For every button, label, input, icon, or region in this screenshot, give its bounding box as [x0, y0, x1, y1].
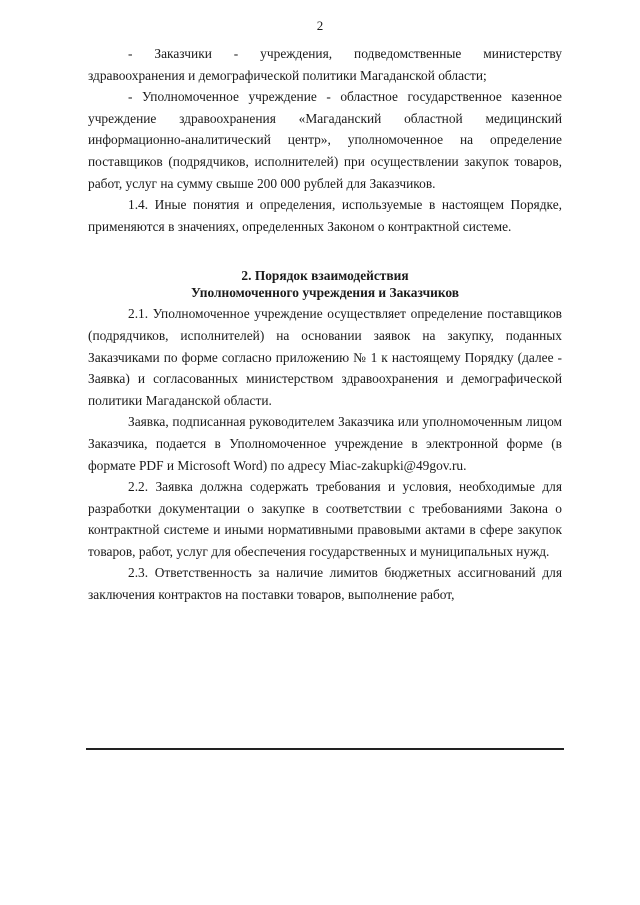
section-heading	[88, 267, 562, 301]
paragraph-definition-authorized-institution: - Уполномоченное учреждение - областное государственное казенное учреждение здравоохранения «Магаданский областной медицинский информационно-аналитический центр», уполномоченное на определение поставщиков (подрядчиков, исполнителей) при осуществлении закупок товаров, работ, услуг на сумму свыше 200 000 рублей для Заказчиков.	[88, 89, 562, 191]
footer-divider	[86, 748, 564, 750]
paragraph-1-4: 1.4. Иные понятия и определения, используемые в настоящем Порядке, применяются в значениях, определенных Законом о контрактной системе.	[88, 197, 562, 234]
paragraph-application-submission: Заявка, подписанная руководителем Заказчика или уполномоченным лицом Заказчика, подается в Уполномоченное учреждение в электронной форме (в формате PDF и Microsoft Word) по адресу Miac-zakupki@49gov.ru.	[88, 414, 562, 473]
paragraph-2-2: 2.2. Заявка должна содержать требования и условия, необходимые для разработки документации о закупке в соответствии с требованиями Закона о контрактной системе и иными нормативными правовыми актами в сфере закупок товаров, работ, услуг для обеспечения государственных и муниципальных нужд.	[88, 479, 562, 559]
paragraph-2-1: 2.1. Уполномоченное учреждение осуществляет определение поставщиков (подрядчиков, исполнителей) на основании заявок на закупку, поданных Заказчиками по форме согласно приложению № 1 к настоящему Порядку (далее - Заявка) и согласованных министерством здравоохранения и демографической политики Магаданской области.	[88, 306, 562, 408]
section-heading-line-2: Уполномоченного учреждения и Заказчиков	[191, 285, 459, 301]
document-body	[88, 43, 562, 606]
page-number: 2	[316, 18, 324, 33]
section-heading-line-1: 2. Порядок взаимодействия	[241, 268, 409, 284]
paragraph-2-3: 2.3. Ответственность за наличие лимитов бюджетных ассигнований для заключения контрактов на поставки товаров, выполнение работ,	[88, 565, 562, 603]
paragraph-definition-customers: - Заказчики - учреждения, подведомственные министерству здравоохранения и демографической политики Магаданской области;	[88, 46, 562, 83]
